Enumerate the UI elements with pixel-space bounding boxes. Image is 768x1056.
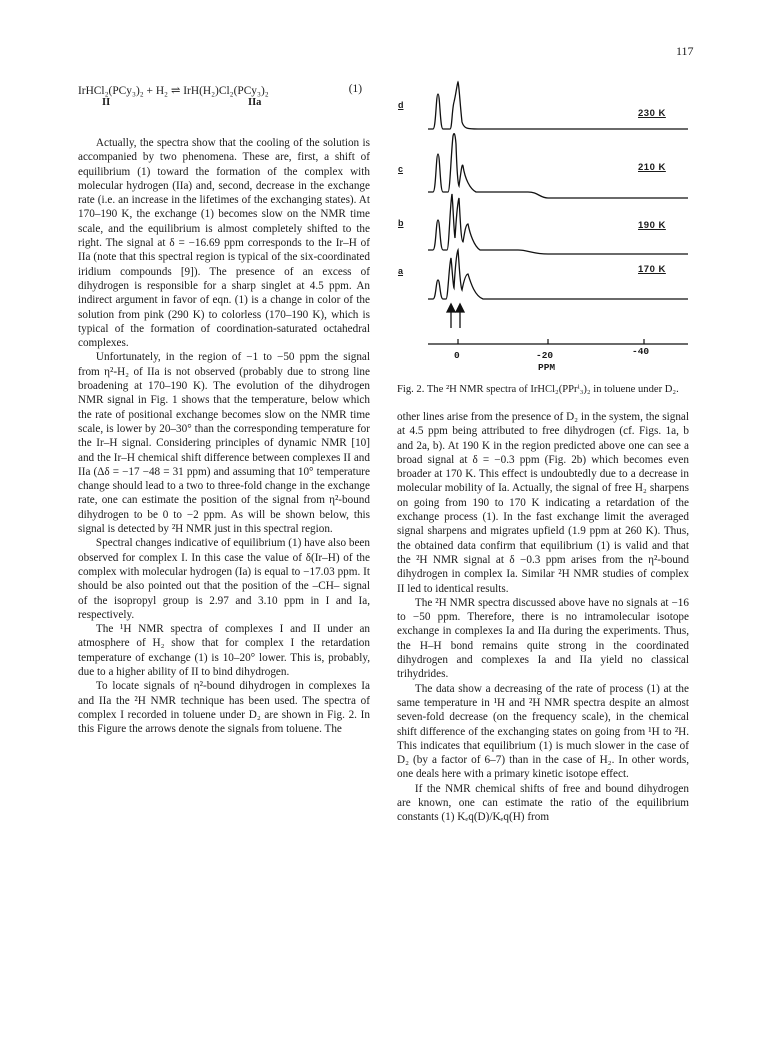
paragraph: Unfortunately, in the region of −1 to −50 ppm the signal from η²-H₂ of IIa is not observed (probably due to strong line broadening at 170–190 K). The evolution of the dihydrogen NMR signal in Fig. 1 shows that the temperature, below which the rate of positional exchange becomes slow on the NMR time scale, is lower by 20–30° than the corresponding temperature for the Ir–H signal. Considering principles of dynamic NMR [10] and the Ir–H chemical shift difference between complexes II and IIa (Δδ = −17 −48 = 31 ppm) and assuming that 10° temperature change should lead to a two to three-fold change in the exchange rate, one can estimate the position of the signal from η²-bound dihydrogen to be 0 to −2 ppm. As will be shown below, this signal is detected by ²H NMR just in this spectral region. [78,351,370,536]
equation-text: IrHCl₂(PCy₃)₂ + H₂ ⇌ IrH(H₂)Cl₂(PCy₃)₂ [78,85,269,97]
figure-caption: Fig. 2. The ²H NMR spectra of IrHCl₂(PPrⁱ₃)₂ in toluene under D₂. [397,384,679,395]
trace-label: b [398,218,404,228]
right-column [397,410,689,825]
paragraph: Spectral changes indicative of equilibrium (1) have also been observed for complex I. In this case the value of δ(Ir–H) of the complex with molecular hydrogen (Ia) is equal to −17.03 ppm. It should be also pointed out that the position of the –CH– signal of the isopropyl group is 2.97 and 3.10 ppm in I and Ia, respectively. [78,537,370,621]
equation-label-right: IIa [248,97,262,108]
trace-label: a [398,266,404,276]
left-column [78,136,370,736]
paragraph: Actually, the spectra show that the cooling of the solution is accompanied by two phenomena. These are, first, a shift of equilibrium (1) toward the formation of the complex with molecular hydrogen (IIa) and, second, decrease in the exchange rate (i.e. an increase in the lifetimes of the exchanging states). At 170–190 K, the exchange (1) becomes slow on the NMR time scale, and the equilibrium is almost completely shifted to the right. The signal at δ = −16.69 ppm corresponds to the Ir–H of IIa (note that this spectral region is typical of the six-coordinated iridium compounds [9]). The presence of an excess of dihydrogen is responsible for a sharp singlet at 4.5 ppm. An indirect argument in favor of eqn. (1) is a change in color of the solution from pink (290 K) to colorless (170–190 K), which is typical of the formation of coordination-saturated octahedral complexes. [78,137,370,350]
trace-label: c [398,164,404,174]
nmr-figure [388,74,698,374]
equation-block [78,83,370,111]
temperature-label: 170 K [638,264,666,275]
paragraph: To locate signals of η²-bound dihydrogen in complexes Ia and IIa the ²H NMR technique has been used. The spectra of complex I recorded in toluene under D₂ are shown in Fig. 2. In this Figure the arrows denote the signals from toluene. The [78,680,370,736]
paragraph: The data show a decreasing of the rate of process (1) at the same temperature in ¹H and ²H NMR spectra despite an almost seven-fold decrease (on the frequency scale), in the chemical shift difference of the exchanging states on going from ¹H to ²H. This indicates that equilibrium (1) is much slower in the case of D₂ (by a factor of 6–7) than in the case of H₂. In other words, one deals here with a primary kinetic isotope effect. [397,682,689,781]
page-number: 117 [676,44,694,58]
temperature-label: 230 K [638,108,666,119]
axis-unit-label: PPM [538,362,556,373]
axis-tick-label: -40 [632,346,650,357]
temperature-label: 210 K [638,162,666,173]
paragraph: The ¹H NMR spectra of complexes I and II under an atmosphere of H₂ show that for complex I the retardation temperature of exchange (1) is 10–20° lower. This is, probably, due to a higher ability of II to bind dihydrogen. [78,623,370,678]
axis-tick-label: 0 [454,350,460,361]
equation-number: (1) [348,83,362,95]
paragraph: If the NMR chemical shifts of free and bound dihydrogen are known, one can estimate the ratio of the equilibrium constants (1) Kₑq(D)/Kₑq(H) from [397,782,689,824]
trace-label: d [398,100,404,110]
spectrum-trace-d [428,82,688,129]
temperature-label: 190 K [638,220,666,231]
paragraph: other lines arise from the presence of D₂ in the system, the signal at 4.5 ppm being attributed to free dihydrogen (cf. Figs. 1a, b and 2a, b). At 190 K in the region predicted above one can see a broad signal at δ = −0.3 ppm (Fig. 2b) which becomes even broader at 170 K. This effect is undoubtedly due to a decrease in molecular mobility of Ia. Actually, the signal of free H₂ sharpens on going from 190 to 170 K indicating a retardation of the exchange process (1). In the fast exchange limit the averaged signal sharpens and migrates upfield (1.9 ppm at 260 K). Thus, the obtained data confirm that equilibrium (1) is valid and that the ²H NMR signal at δ −0.3 ppm arises from the η²-bound dihydrogen in complex Ia. Similar ²H NMR studies of complex II led to identical results. [397,411,689,595]
equation-label-left: II [102,97,111,108]
axis-tick-label: -20 [536,350,554,361]
equation-labels [78,97,370,111]
paragraph: The ²H NMR spectra discussed above have no signals at −16 to −50 ppm. Therefore, there is no intramolecular isotope exchange in complexes Ia and IIa during the experiments. Thus, the H–H bond remains quite strong in the coordinated dihydrogen and complexes Ia and IIa yield no classical trihydrides. [397,596,689,681]
